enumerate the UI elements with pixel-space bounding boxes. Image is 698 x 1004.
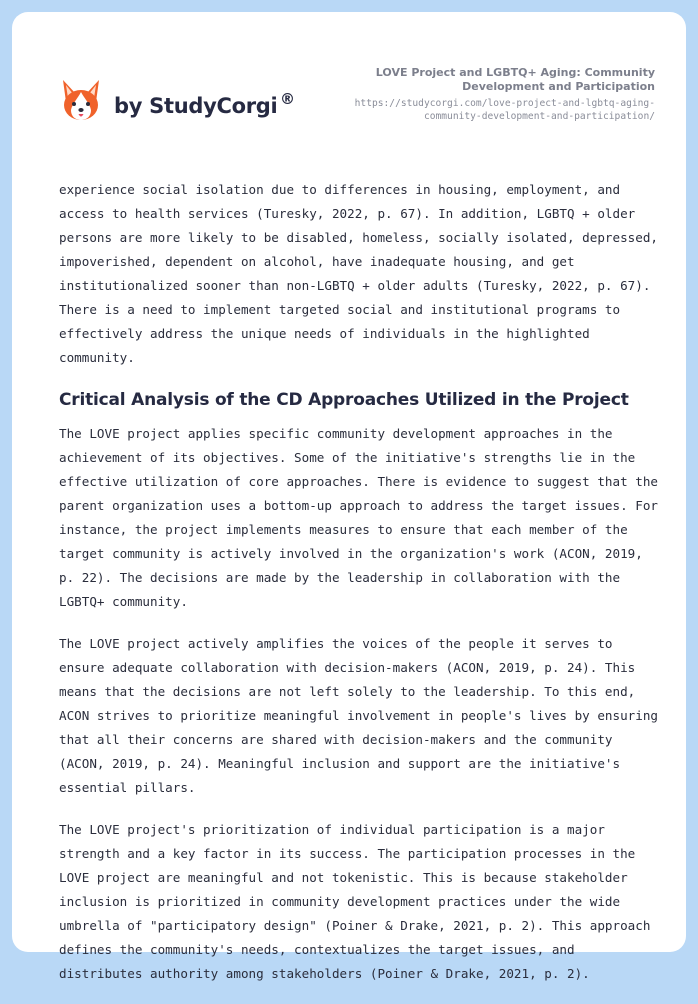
document-url[interactable]: https://studycorgi.com/love-project-and-lgbtq-aging-community-development-and-participation/ [354,98,655,122]
brand-name[interactable]: by StudyCorgi [114,94,278,118]
section-heading: Critical Analysis of the CD Approaches Utilized in the Project [59,390,629,410]
paragraph: experience social isolation due to differences in housing, employment, and access to health services (Turesky, 2022, p. 67). In addition, LGBTQ + older persons are more likely to be disabled, homeless, socially isolated, depressed, impoverished, dependent on alcohol, have inadequate housing, and get institutionalized sooner than non-LGBTQ + older adults (Turesky, 2022, p. 67). There is a need to implement targeted social and institutional programs to effectively address the unique needs of individuals in the highlighted community. [59,182,658,365]
document-meta [335,66,655,123]
document-page [12,12,686,981]
paragraph: The LOVE project actively amplifies the voices of the people it serves to ensure adequate collaboration with decision-makers (ACON, 2019, p. 24). This means that the decisions are not left solely to the leadership. To this end, ACON strives to prioritize meaningful involvement in people's lives by ensuring that all their concerns are shared with decision-makers and the community (ACON, 2019, p. 24). Meaningful inclusion and support are the initiative's essential pillars. [59,636,658,795]
document-title: LOVE Project and LGBTQ+ Aging: Community Development and Participation [375,66,655,93]
corgi-icon[interactable] [60,76,102,126]
paragraph: The LOVE project applies specific community development approaches in the achievement of its objectives. Some of the initiative's strengths lie in the effective utilization of core approaches. There is evidence to suggest that the parent organization uses a bottom-up approach to address the target issues. For instance, the project implements measures to ensure that each member of the target community is actively involved in the organization's work (ACON, 2019, p. 22). The decisions are made by the leadership in collaboration with the LGBTQ+ community. [59,426,658,609]
page-header [12,12,686,162]
registered-mark: ® [280,90,295,108]
article-body [59,178,659,1004]
paragraph: The LOVE project's prioritization of individual participation is a major strength and a key factor in its success. The participation processes in the LOVE project are meaningful and not tokenistic. This is because stakeholder inclusion is prioritized in community development practices under the wide umbrella of "participatory design" (Poiner & Drake, 2021, p. 2). This approach defines the community's needs, contextualizes the target issues, and distributes authority among stakeholders (Poiner & Drake, 2021, p. 2). [59,822,651,981]
